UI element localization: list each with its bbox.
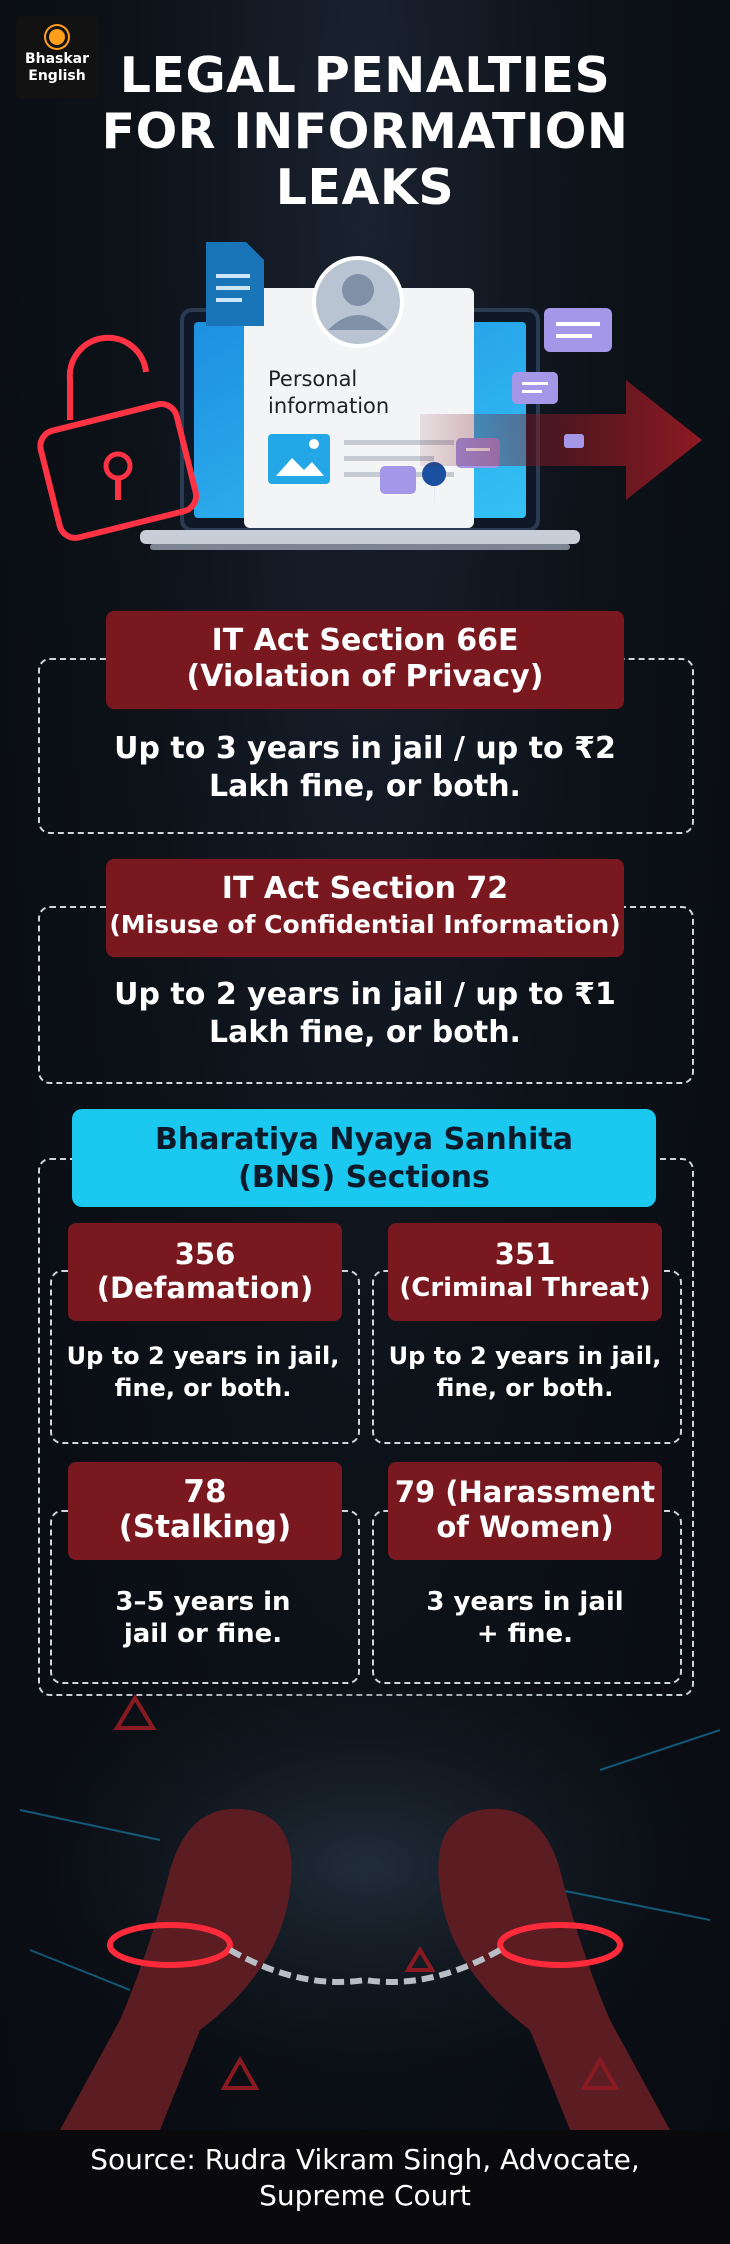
bns-78-name: (Stalking): [118, 1509, 292, 1545]
section-72-penalty-line2: Lakh fine, or both.: [209, 1015, 521, 1050]
title-line2: FOR INFORMATION: [101, 103, 629, 160]
bns-79-code: 79 (Harassment: [394, 1475, 656, 1509]
file-icon: [206, 242, 264, 326]
bns-351-code: 351: [494, 1237, 556, 1271]
section-66e-subtitle: (Violation of Privacy): [186, 659, 544, 694]
bns-78-penalty-line2: jail or fine.: [123, 1619, 283, 1649]
section-72-penalty-line1: Up to 2 years in jail / up to ₹1: [114, 977, 616, 1012]
bns-79-penalty-line2: + fine.: [476, 1619, 574, 1649]
bns-78-penalty: [56, 1586, 350, 1650]
section-66e-title: IT Act Section 66E: [211, 623, 519, 658]
open-padlock-icon: [37, 338, 199, 541]
bns-356-penalty: [56, 1340, 350, 1404]
bns-subtitle: (BNS) Sections: [238, 1160, 490, 1195]
chat-bubble-icon: [544, 308, 612, 352]
page-title: [100, 48, 630, 216]
bns-79-penalty: [378, 1586, 672, 1650]
bns-78-code: 78: [183, 1474, 227, 1510]
section-72-heading: [106, 859, 624, 957]
image-icon: [268, 434, 330, 484]
section-66e-penalty-line1: Up to 3 years in jail / up to ₹2: [114, 731, 616, 766]
section-66e-penalty: [60, 730, 670, 806]
bns-351-penalty-line2: fine, or both.: [436, 1374, 614, 1402]
bns-heading: [72, 1109, 656, 1207]
handcuffs-illustration: [0, 1690, 730, 2130]
bns-79-penalty-line1: 3 years in jail: [426, 1587, 624, 1617]
bns-351-heading: [388, 1223, 662, 1321]
bns-title: Bharatiya Nyaya Sanhita: [154, 1122, 574, 1157]
hero-illustration: [0, 230, 730, 600]
source-line1: Source: Rudra Vikram Singh, Advocate,: [90, 2143, 640, 2176]
brand-line1: Bhaskar: [24, 51, 90, 67]
section-72-penalty: [60, 976, 670, 1052]
title-line1: LEGAL PENALTIES: [119, 47, 611, 104]
bns-356-penalty-line2: fine, or both.: [114, 1374, 292, 1402]
bns-351-name: (Criminal Threat): [399, 1273, 651, 1303]
card-text-line1: Personal: [268, 367, 358, 391]
sun-icon: [49, 29, 65, 45]
bns-356-code: 356: [174, 1237, 236, 1271]
title-line3: LEAKS: [275, 159, 455, 216]
source-credit: [0, 2142, 730, 2214]
source-line2: Supreme Court: [259, 2179, 471, 2212]
bns-79-name: of Women): [436, 1510, 614, 1544]
card-text-line2: information: [268, 394, 390, 418]
bns-356-name: (Defamation): [96, 1271, 314, 1305]
bns-351-penalty: [378, 1340, 672, 1404]
section-66e-heading: [106, 611, 624, 709]
brand-logo: [16, 16, 98, 98]
bns-356-heading: [68, 1223, 342, 1321]
brand-line2: English: [28, 68, 86, 84]
section-66e-penalty-line2: Lakh fine, or both.: [209, 769, 521, 804]
bns-78-heading: [68, 1462, 342, 1560]
section-72-title: IT Act Section 72: [221, 871, 509, 906]
bns-351-penalty-line1: Up to 2 years in jail,: [388, 1342, 662, 1370]
section-72-subtitle: (Misuse of Confidential Information): [109, 910, 621, 939]
bns-79-heading: [388, 1462, 662, 1560]
bns-356-penalty-line1: Up to 2 years in jail,: [66, 1342, 340, 1370]
bns-78-penalty-line1: 3–5 years in: [115, 1587, 291, 1617]
